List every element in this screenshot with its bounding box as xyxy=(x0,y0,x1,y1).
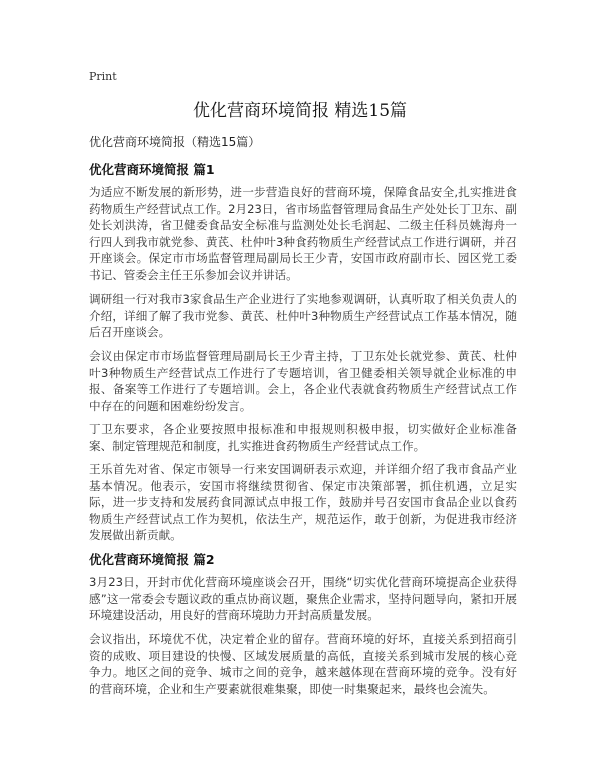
paragraph: 丁卫东要求，各企业要按照申报标准和申报规则积极申报，切实做好企业标准备案、制定管理规范和制度，扎实推进食药物质生产经营试点工作。 xyxy=(89,422,517,453)
paragraph: 调研组一行对我市3家食品生产企业进行了实地参观调研，认真听取了相关负责人的介绍，详细了解了我市党参、黄芪、杜仲叶3种物质生产经营试点工作基本情况，随后召开座谈会。 xyxy=(89,292,517,340)
section-heading-1: 优化营商环境简报 篇1 xyxy=(89,162,215,177)
section-heading-2: 优化营商环境简报 篇2 xyxy=(89,552,215,567)
paragraph: 会议指出，环境优不优，决定着企业的留存。营商环境的好坏，直接关系到招商引资的成败、项目建设的快慢、区域发展质量的高低，直接关系到城市发展的核心竞争力。地区之间的竞争、城市之间的竞争，越来越体现在营商环境的竞争。没有好的营商环境，企业和生产要素就很难集聚，即使一时集聚起来，最终也会流失。 xyxy=(89,632,517,696)
print-label[interactable]: Print xyxy=(89,70,117,83)
page-title: 优化营商环境简报 精选15篇 xyxy=(192,101,408,121)
paragraph: 3月23日，开封市优化营商环境座谈会召开，围绕“切实优化营商环境提高企业获得感”这一常委会专题议政的重点协商议题，聚焦企业需求，坚持问题导向，紧扣开展环境建设活动，用良好的营商环境助力开封高质量发展。 xyxy=(89,575,517,623)
page-subtitle: 优化营商环境简报（精选15篇） xyxy=(89,135,261,149)
paragraph: 为适应不断发展的新形势，进一步营造良好的营商环境，保障食品安全,扎实推进食药物质生产经营试点工作。2月23日，省市场监督管理局食品生产处处长丁卫东、副处长刘洪涛，省卫健委食品安全标准与监测处处长毛润起、二级主任科员姚海舟一行四人到我市就党参、黄芪、杜仲叶3种食药物质生产经营试点工作进行调研，并召开座谈会。保定市市场监督管理局副局长王少青，安国市政府副市长、园区党工委书记、管委会主任王乐参加会议并讲话。 xyxy=(89,185,517,282)
paragraph: 会议由保定市市场监督管理局副局长王少青主持，丁卫东处长就党参、黄芪、杜仲叶3种物质生产经营试点工作进行了专题培训，省卫健委相关领导就企业标准的申报、备案等工作进行了专题培训。会上，各企业代表就食药物质生产经营试点工作中存在的问题和困难纷纷发言。 xyxy=(89,349,517,413)
paragraph: 王乐首先对省、保定市领导一行来安国调研表示欢迎，并详细介绍了我市食品产业基本情况。他表示，安国市将继续贯彻省、保定市决策部署，抓住机遇，立足实际，进一步支持和发展药食同源试点申报工作，鼓励并号召安国市食品企业以食药物质生产经营试点工作为契机，依法生产，规范运作，敢于创新，为促进我市经济发展做出新贡献。 xyxy=(89,462,517,543)
